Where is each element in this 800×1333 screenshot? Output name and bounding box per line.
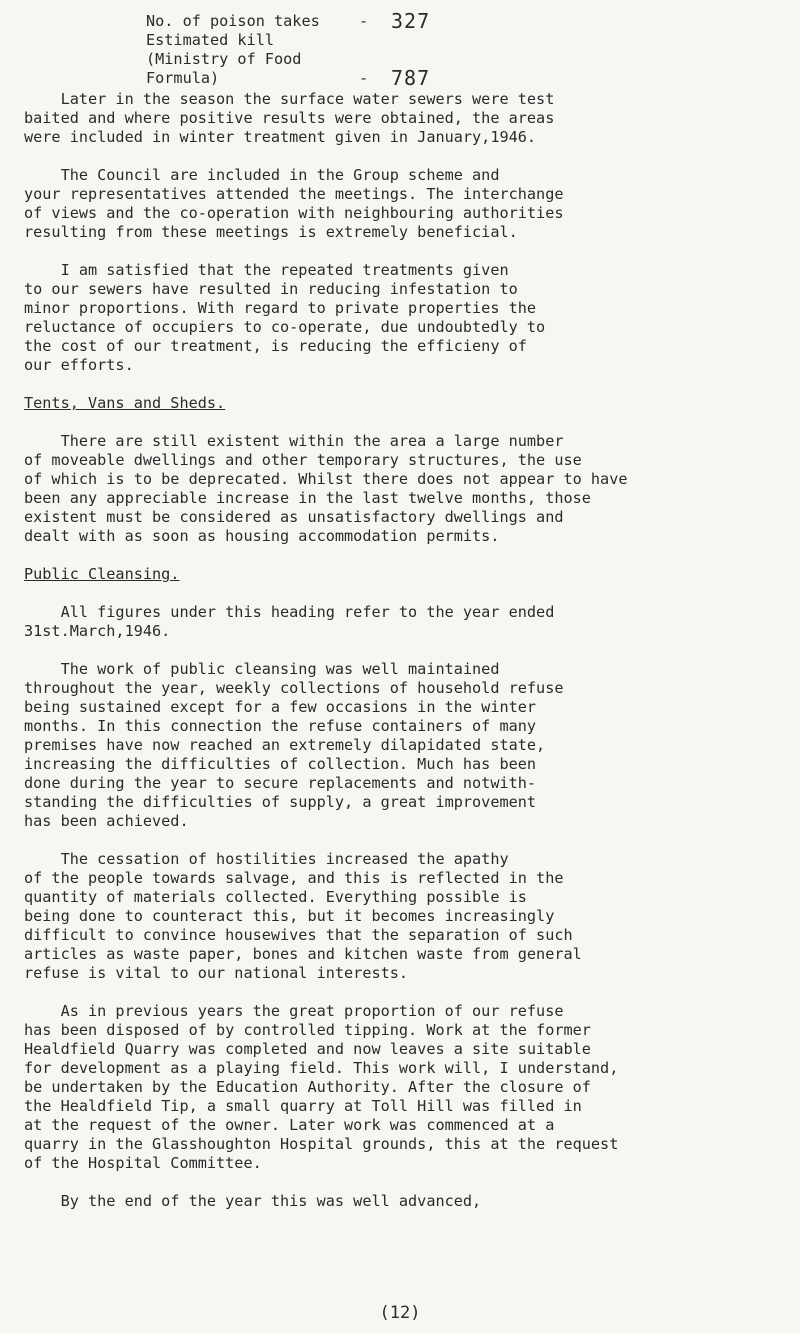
paragraph-figures: All figures under this heading refer to the year ended 31st.March,1946. [24,603,555,640]
stat-label: (Ministry of Food [146,50,302,68]
paragraph-cessation: The cessation of hostilities increased the apathy of the people towards salvage, and this is reflected in the quantity of materials collected. Everything possible is being done to counteract this, but it becomes increasingly difficult to convince housewives that the separation of such articles as waste paper, bones and kitchen waste from general refuse is vital to our national interests. [24,850,582,982]
paragraph-work: The work of public cleansing was well maintained throughout the year, weekly collections of household refuse being sustained except for a few occasions in the winter months. In this connection the refuse containers of many premises have now reached an extremely dilapidated state, increasing the difficulties of collection. Much has been done during the year to secure replacements and notwith- standing the difficulties of supply, a great improvement has been achieved. [24,660,564,830]
paragraph-end-of-year: By the end of the year this was well advanced, [24,1192,482,1210]
page-number: (12) [379,1303,421,1323]
paragraph-tents: There are still existent within the area a large number of moveable dwellings and other temporary structures, the use of which is to be deprecated. Whilst there does not appear to have been any appreciable increase in the last twelve months, those existent must be considered as unsatisfactory dwellings and dealt with as soon as housing accommodation permits. [24,432,628,545]
stat-row-formula [146,66,566,90]
heading-tents-vans-sheds: Tents, Vans and Sheds. [24,394,226,412]
stat-row-ministry [146,50,566,69]
paragraph-sewers: Later in the season the surface water sewers were test baited and where positive results were obtained, the areas were included in winter treatment given in January,1946. [24,90,555,146]
paragraph-council: The Council are included in the Group scheme and your representatives attended the meetings. The interchange of views and the co-operation with neighbouring authorities resulting from these meetings is extremely beneficial. [24,166,564,241]
stat-label: Formula) [146,69,220,87]
stat-row-poison-takes [146,9,566,33]
stat-label: Estimated kill [146,31,275,49]
poison-statistics [146,9,566,90]
stat-dash: - [359,12,369,30]
stat-value: 327 [391,9,431,33]
stat-value: 787 [391,66,431,90]
stat-dash: - [359,69,369,87]
document-body [24,90,794,1230]
paragraph-previous-years: As in previous years the great proportion of our refuse has been disposed of by controlled tipping. Work at the former Healdfield Quarry was completed and now leaves a site suitable for development as a playing field. This work will, I understand, be undertaken by the Education Authority. After the closure of the Healdfield Tip, a small quarry at Toll Hill was filled in at the request of the owner. Later work was commenced at a quarry in the Glasshoughton Hospital grounds, this at the request of the Hospital Committee. [24,1002,619,1172]
stat-label: No. of poison takes [146,12,320,30]
heading-public-cleansing: Public Cleansing. [24,565,180,583]
paragraph-satisfied: I am satisfied that the repeated treatments given to our sewers have resulted in reducing infestation to minor proportions. With regard to private properties the reluctance of occupiers to co-operate, due undoubtedly to the cost of our treatment, is reducing the efficieny of our efforts. [24,261,546,374]
stat-row-estimated-kill [146,31,566,50]
